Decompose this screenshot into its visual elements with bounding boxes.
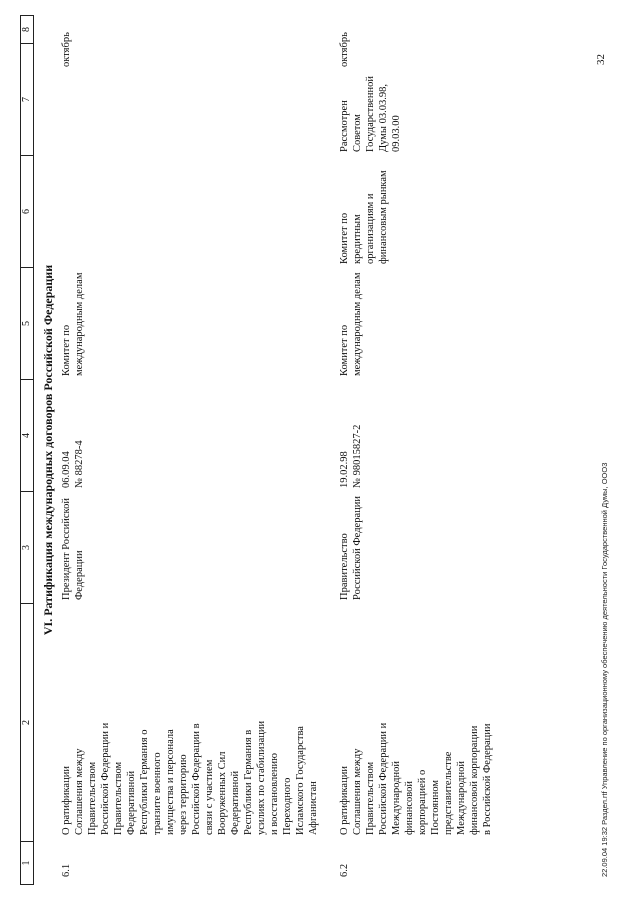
bill-author: Президент Российской Федерации	[61, 498, 85, 600]
responsible-committee: Комитет по международным делам	[339, 272, 363, 376]
column-number-header	[20, 15, 34, 885]
bill-status: Рассмотрен Советом Государственной Думы 03.03.98, 09.03.00	[339, 76, 402, 152]
column-number-3: 3	[21, 492, 33, 604]
column-number-5: 5	[21, 268, 33, 380]
row-number: 6.2	[339, 863, 350, 877]
bill-title: О ратификации Соглашения между Правительством Российской Федерации и Международной финансовой корпорацией о Постоянном представительстве Международной финансовой корпорации в Российской Федерации	[339, 722, 493, 835]
scheduled-month: октябрь	[61, 32, 72, 67]
row-number: 6.1	[61, 863, 72, 877]
section-heading: VI. Ратификация международных договоров Российской Федерации	[41, 264, 55, 636]
column-number-4: 4	[21, 380, 33, 492]
bill-author: Правительство Российской Федерации	[339, 496, 363, 600]
bill-title: О ратификации Соглашения между Правительством Российской Федерации и Правительством Федеративной Республики Германия о транзите военного имущества и персонала через территорию Российской Федерации в связи с участием Вооруженных Сил Федеративной Республики Германия в усилиях по стабилизации и восстановлению Переходного Исламского Государства Афганистан	[61, 720, 319, 835]
bill-date-number: 06.09.04 № 88278-4	[61, 440, 85, 488]
scheduled-month: октябрь	[339, 32, 350, 67]
column-number-2: 2	[21, 604, 33, 842]
responsible-committee: Комитет по международным делам	[61, 272, 85, 376]
document-page	[20, 15, 620, 885]
column-number-1: 1	[21, 860, 32, 866]
footer-note: 22.09.04 19:32 Раздел.rtf Управление по организационному обеспечению деятельности Государственной Думы, ООО3	[600, 462, 609, 877]
column-number-8: 8	[21, 16, 33, 44]
column-number-7: 7	[21, 44, 33, 156]
page-number: 32	[595, 54, 607, 65]
bill-date-number: 19.02.98 № 98015827-2	[339, 424, 363, 488]
co-committee: Комитет по кредитным организациям и финансовым рынкам	[339, 170, 389, 264]
column-number-6: 6	[21, 156, 33, 268]
